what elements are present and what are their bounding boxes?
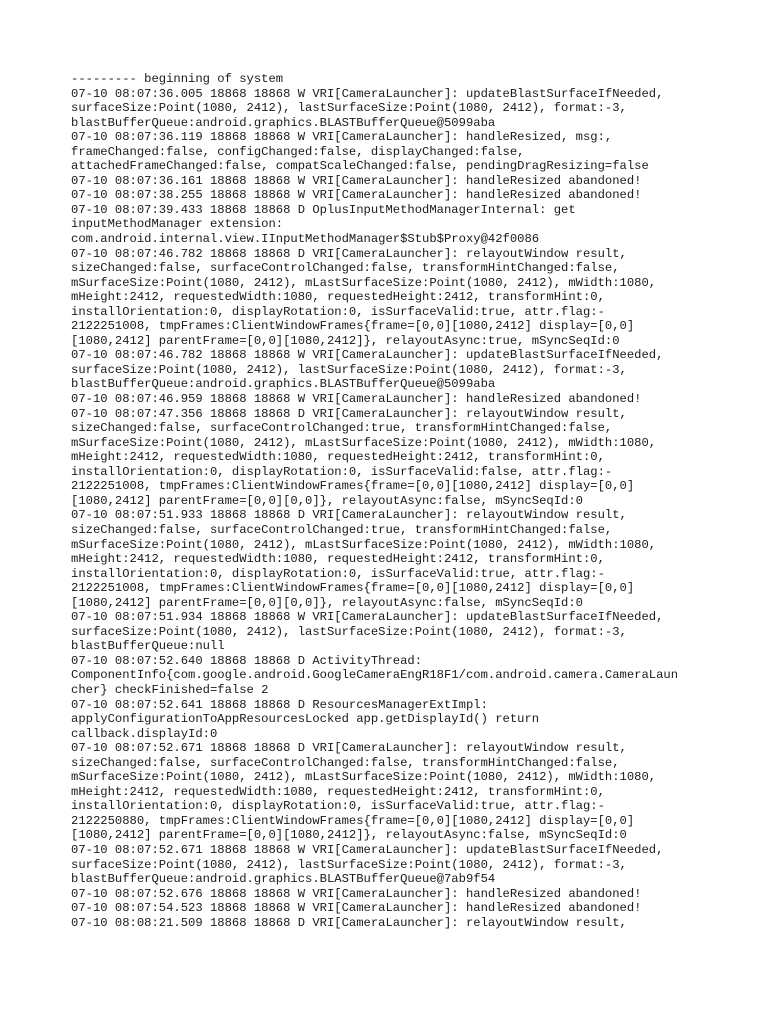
log-line: sizeChanged:false, surfaceControlChanged:false, transformHintChanged:false, <box>71 755 620 770</box>
log-line: 07-10 08:07:52.676 18868 18868 W VRI[CameraLauncher]: handleResized abandoned! <box>71 886 642 901</box>
log-line: 07-10 08:07:39.433 18868 18868 D OplusInputMethodManagerInternal: get <box>71 202 576 217</box>
log-line: inputMethodManager extension: <box>71 217 284 232</box>
log-line: blastBufferQueue:android.graphics.BLASTBufferQueue@5099aba <box>71 377 496 392</box>
log-line: [1080,2412] parentFrame=[0,0][1080,2412]}, relayoutAsync:true, mSyncSeqId:0 <box>71 333 620 348</box>
log-line: installOrientation:0, displayRotation:0, isSurfaceValid:true, attr.flag:- <box>71 304 605 319</box>
log-line: 07-10 08:07:52.671 18868 18868 D VRI[CameraLauncher]: relayoutWindow result, <box>71 741 627 756</box>
log-line: attachedFrameChanged:false, compatScaleChanged:false, pendingDragResizing=false <box>71 159 649 174</box>
log-line: 07-10 08:07:52.640 18868 18868 D ActivityThread: <box>71 653 423 668</box>
log-line: mSurfaceSize:Point(1080, 2412), mLastSurfaceSize:Point(1080, 2412), mWidth:1080, <box>71 537 657 552</box>
log-line: surfaceSize:Point(1080, 2412), lastSurfaceSize:Point(1080, 2412), format:-3, <box>71 362 627 377</box>
log-line: blastBufferQueue:android.graphics.BLASTBufferQueue@5099aba <box>71 115 496 130</box>
log-line: 2122251008, tmpFrames:ClientWindowFrames{frame=[0,0][1080,2412] display=[0,0] <box>71 479 635 494</box>
log-line: com.android.internal.view.IInputMethodManager$Stub$Proxy@42f0086 <box>71 232 540 247</box>
log-line: 07-10 08:07:47.356 18868 18868 D VRI[CameraLauncher]: relayoutWindow result, <box>71 406 627 421</box>
log-line: surfaceSize:Point(1080, 2412), lastSurfaceSize:Point(1080, 2412), format:-3, <box>71 101 627 116</box>
log-line: 07-10 08:07:36.005 18868 18868 W VRI[CameraLauncher]: updateBlastSurfaceIfNeeded, <box>71 86 664 101</box>
log-line: callback.displayId:0 <box>71 726 218 741</box>
log-line: 07-10 08:07:51.933 18868 18868 D VRI[CameraLauncher]: relayoutWindow result, <box>71 508 627 523</box>
log-line: 07-10 08:07:46.782 18868 18868 W VRI[CameraLauncher]: updateBlastSurfaceIfNeeded, <box>71 348 664 363</box>
log-line: installOrientation:0, displayRotation:0, isSurfaceValid:true, attr.flag:- <box>71 566 605 581</box>
log-line: 07-10 08:07:36.161 18868 18868 W VRI[CameraLauncher]: handleResized abandoned! <box>71 173 642 188</box>
log-line: installOrientation:0, displayRotation:0, isSurfaceValid:true, attr.flag:- <box>71 799 605 814</box>
log-line: sizeChanged:false, surfaceControlChanged:true, transformHintChanged:false, <box>71 522 613 537</box>
log-header-line: --------- beginning of system <box>71 72 284 86</box>
log-line: mHeight:2412, requestedWidth:1080, requestedHeight:2412, transformHint:0, <box>71 450 605 465</box>
log-line: sizeChanged:false, surfaceControlChanged:true, transformHintChanged:false, <box>71 421 613 436</box>
log-line: [1080,2412] parentFrame=[0,0][1080,2412]}, relayoutAsync:false, mSyncSeqId:0 <box>71 828 627 843</box>
log-line: 07-10 08:08:21.509 18868 18868 D VRI[CameraLauncher]: relayoutWindow result, <box>71 915 627 930</box>
log-line: surfaceSize:Point(1080, 2412), lastSurfaceSize:Point(1080, 2412), format:-3, <box>71 624 627 639</box>
log-line: ComponentInfo{com.google.android.GoogleCameraEngR18F1/com.android.camera.CameraLaun <box>71 668 679 683</box>
log-body <box>71 72 711 930</box>
log-line: 07-10 08:07:46.959 18868 18868 W VRI[CameraLauncher]: handleResized abandoned! <box>71 392 642 407</box>
log-line: surfaceSize:Point(1080, 2412), lastSurfaceSize:Point(1080, 2412), format:-3, <box>71 857 627 872</box>
log-document <box>71 72 711 930</box>
log-line: 2122251008, tmpFrames:ClientWindowFrames{frame=[0,0][1080,2412] display=[0,0] <box>71 319 635 334</box>
log-line: mSurfaceSize:Point(1080, 2412), mLastSurfaceSize:Point(1080, 2412), mWidth:1080, <box>71 770 657 785</box>
log-line: blastBufferQueue:android.graphics.BLASTBufferQueue@7ab9f54 <box>71 872 496 887</box>
log-line: 07-10 08:07:51.934 18868 18868 W VRI[CameraLauncher]: updateBlastSurfaceIfNeeded, <box>71 610 664 625</box>
log-line: [1080,2412] parentFrame=[0,0][0,0]}, relayoutAsync:false, mSyncSeqId:0 <box>71 595 583 610</box>
log-line: mHeight:2412, requestedWidth:1080, requestedHeight:2412, transformHint:0, <box>71 784 605 799</box>
log-line: [1080,2412] parentFrame=[0,0][0,0]}, relayoutAsync:false, mSyncSeqId:0 <box>71 493 583 508</box>
log-line: installOrientation:0, displayRotation:0, isSurfaceValid:false, attr.flag:- <box>71 464 613 479</box>
log-line: 07-10 08:07:46.782 18868 18868 D VRI[CameraLauncher]: relayoutWindow result, <box>71 246 627 261</box>
log-line: 07-10 08:07:38.255 18868 18868 W VRI[CameraLauncher]: handleResized abandoned! <box>71 188 642 203</box>
log-line: mSurfaceSize:Point(1080, 2412), mLastSurfaceSize:Point(1080, 2412), mWidth:1080, <box>71 435 657 450</box>
log-line: mHeight:2412, requestedWidth:1080, requestedHeight:2412, transformHint:0, <box>71 290 605 305</box>
log-line: mSurfaceSize:Point(1080, 2412), mLastSurfaceSize:Point(1080, 2412), mWidth:1080, <box>71 275 657 290</box>
log-line: frameChanged:false, configChanged:false, displayChanged:false, <box>71 144 525 159</box>
log-line: cher} checkFinished=false 2 <box>71 682 269 697</box>
log-line: 07-10 08:07:54.523 18868 18868 W VRI[CameraLauncher]: handleResized abandoned! <box>71 901 642 916</box>
log-line: 2122250880, tmpFrames:ClientWindowFrames{frame=[0,0][1080,2412] display=[0,0] <box>71 813 635 828</box>
log-line: 2122251008, tmpFrames:ClientWindowFrames{frame=[0,0][1080,2412] display=[0,0] <box>71 581 635 596</box>
log-line: 07-10 08:07:52.671 18868 18868 W VRI[CameraLauncher]: updateBlastSurfaceIfNeeded, <box>71 842 664 857</box>
log-line: 07-10 08:07:52.641 18868 18868 D ResourcesManagerExtImpl: <box>71 697 488 712</box>
log-line: blastBufferQueue:null <box>71 639 225 654</box>
log-line: 07-10 08:07:36.119 18868 18868 W VRI[CameraLauncher]: handleResized, msg:, <box>71 130 613 145</box>
log-line: sizeChanged:false, surfaceControlChanged:false, transformHintChanged:false, <box>71 261 620 276</box>
log-line: mHeight:2412, requestedWidth:1080, requestedHeight:2412, transformHint:0, <box>71 552 605 567</box>
log-line: applyConfigurationToAppResourcesLocked app.getDisplayId() return <box>71 712 540 727</box>
